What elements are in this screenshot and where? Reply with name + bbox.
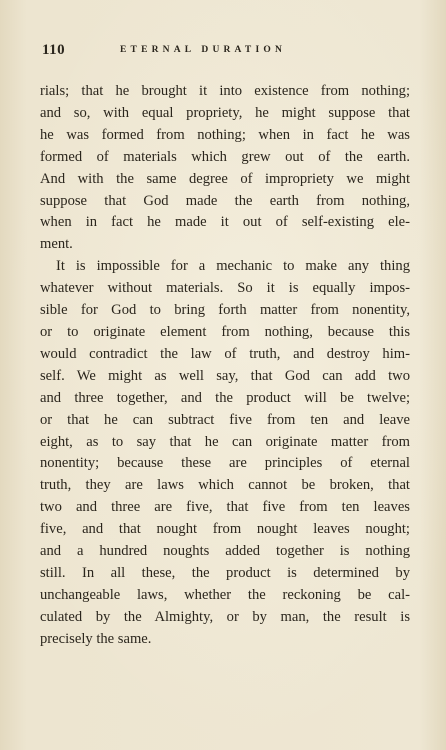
text-line: and so, with equal propriety, he might suppose that — [40, 104, 410, 121]
text-line: or to originate element from nothing, because this — [40, 323, 410, 340]
page-header — [42, 42, 408, 62]
text-line: ment. — [40, 236, 73, 253]
text-line: unchangeable laws, whether the reckoning be cal- — [40, 586, 410, 603]
text-line: or that he can subtract five from ten and leave — [40, 411, 410, 428]
text-line: two and three are five, that five from ten leaves — [40, 499, 410, 516]
text-line: self. We might as well say, that God can add two — [40, 367, 410, 384]
text-line: five, and that nought from nought leaves nought; — [40, 521, 410, 538]
text-line: would contradict the law of truth, and destroy him- — [40, 345, 410, 362]
paragraph-2 — [40, 256, 410, 650]
body-text — [40, 81, 410, 651]
text-line: and three together, and the product will be twelve; — [40, 389, 410, 406]
text-line: when in fact he made it out of self-existing ele- — [40, 214, 410, 231]
text-line: still. In all these, the product is determined by — [40, 564, 410, 581]
text-line: eight, as to say that he can originate matter from — [40, 433, 410, 450]
text-line: It is impossible for a mechanic to make any thing — [56, 258, 410, 275]
text-line: he was formed from nothing; when in fact he was — [40, 126, 410, 143]
text-line: formed of materials which grew out of the earth. — [40, 148, 410, 165]
paragraph-1 — [40, 81, 410, 256]
text-line: and a hundred noughts added together is nothing — [40, 543, 410, 560]
text-line: nonentity; because these are principles of eternal — [40, 455, 410, 472]
text-line: culated by the Almighty, or by man, the result is — [40, 608, 410, 625]
page-number: 110 — [42, 42, 66, 58]
text-line: rials; that he brought it into existence from nothing; — [40, 83, 410, 99]
text-line: precisely the same. — [40, 630, 152, 647]
text-line: suppose that God made the earth from nothing, — [40, 192, 410, 209]
text-line: whatever without materials. So it is equally impos- — [40, 280, 410, 297]
text-line: truth, they are laws which cannot be broken, that — [40, 477, 410, 494]
text-line: sible for God to bring forth matter from nonentity, — [40, 302, 410, 319]
running-head: ETERNAL DURATION — [120, 45, 286, 55]
text-line: And with the same degree of impropriety we might — [40, 170, 410, 187]
